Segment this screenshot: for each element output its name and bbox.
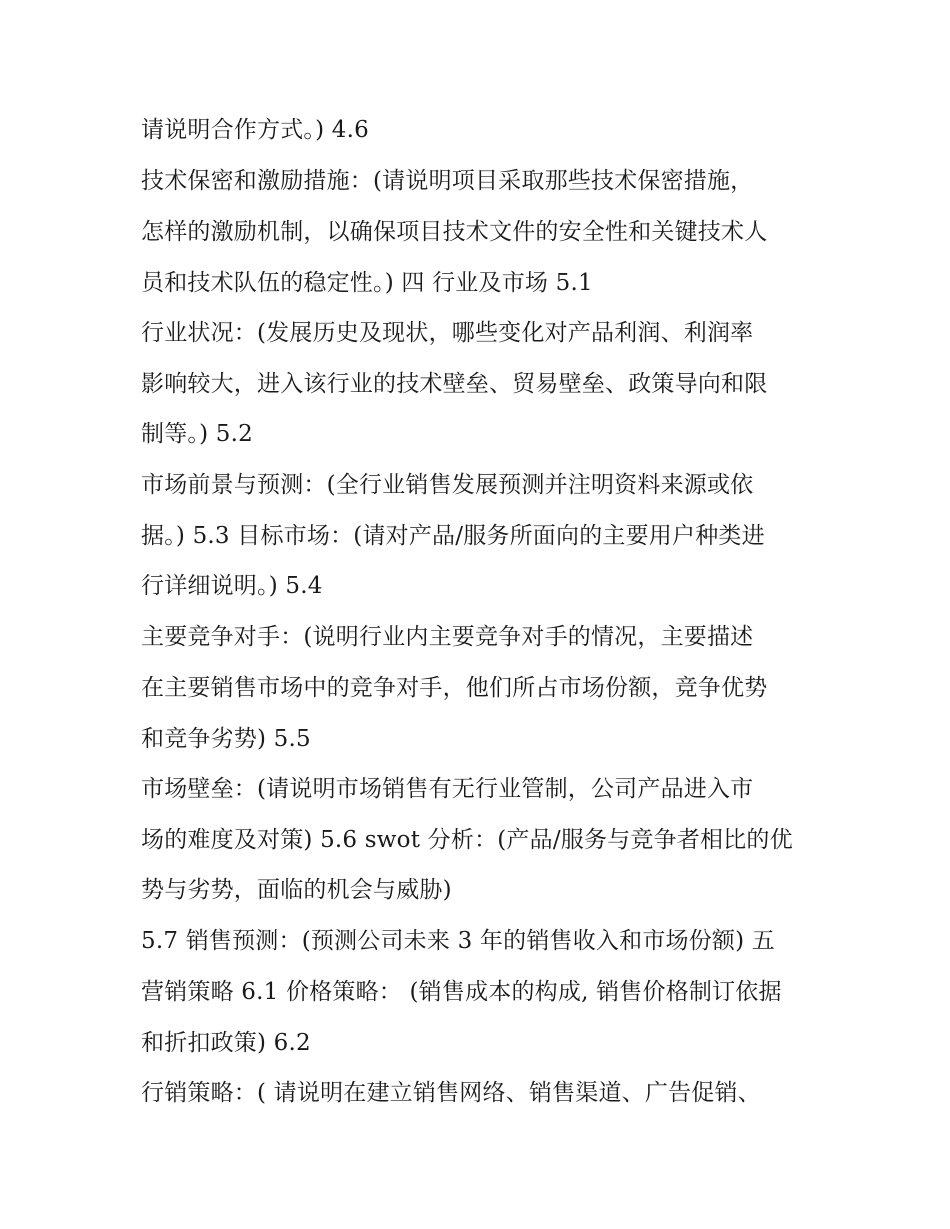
text-line: 和竞争劣势) 5.5	[141, 726, 311, 752]
text-line: 怎样的激励机制，以确保项目技术文件的安全性和关键技术人	[141, 219, 768, 245]
text-line: 市场壁垒：(请说明市场销售有无行业管制，公司产品进入市	[141, 776, 754, 802]
text-line: 主要竞争对手：(说明行业内主要竞争对手的情况，主要描述	[141, 624, 754, 650]
text-line: 行业状况：(发展历史及现状，哪些变化对产品利润、利润率	[141, 320, 754, 346]
text-line: 和折扣政策) 6.2	[141, 1030, 311, 1056]
text-line: 员和技术队伍的稳定性。) 四 行业及市场 5.1	[141, 270, 593, 296]
text-line: 市场前景与预测：(全行业销售发展预测并注明资料来源或依	[141, 472, 754, 498]
text-line: 据。) 5.3 目标市场：(请对产品/服务所面向的主要用户种类进	[141, 523, 765, 549]
text-line: 场的难度及对策) 5.6 swot 分析：(产品/服务与竞争者相比的优	[141, 827, 793, 853]
text-line: 营销策略 6.1 价格策略： (销售成本的构成, 销售价格制订依据	[141, 979, 782, 1005]
text-line: 请说明合作方式。) 4.6	[141, 117, 369, 143]
text-line: 5.7 销售预测：(预测公司未来 3 年的销售收入和市场份额) 五	[141, 928, 776, 954]
text-line: 制等。) 5.2	[141, 421, 253, 447]
text-line: 在主要销售市场中的竞争对手，他们所占市场份额，竞争优势	[141, 675, 768, 701]
text-line: 技术保密和激励措施：(请说明项目采取那些技术保密措施，	[141, 168, 754, 194]
text-line: 行销策略：( 请说明在建立销售网络、销售渠道、广告促销、	[141, 1080, 761, 1106]
text-line: 行详细说明。) 5.4	[141, 573, 323, 599]
text-line: 势与劣势，面临的机会与威胁)	[141, 877, 452, 903]
text-line: 影响较大，进入该行业的技术壁垒、贸易壁垒、政策导向和限	[141, 371, 768, 397]
